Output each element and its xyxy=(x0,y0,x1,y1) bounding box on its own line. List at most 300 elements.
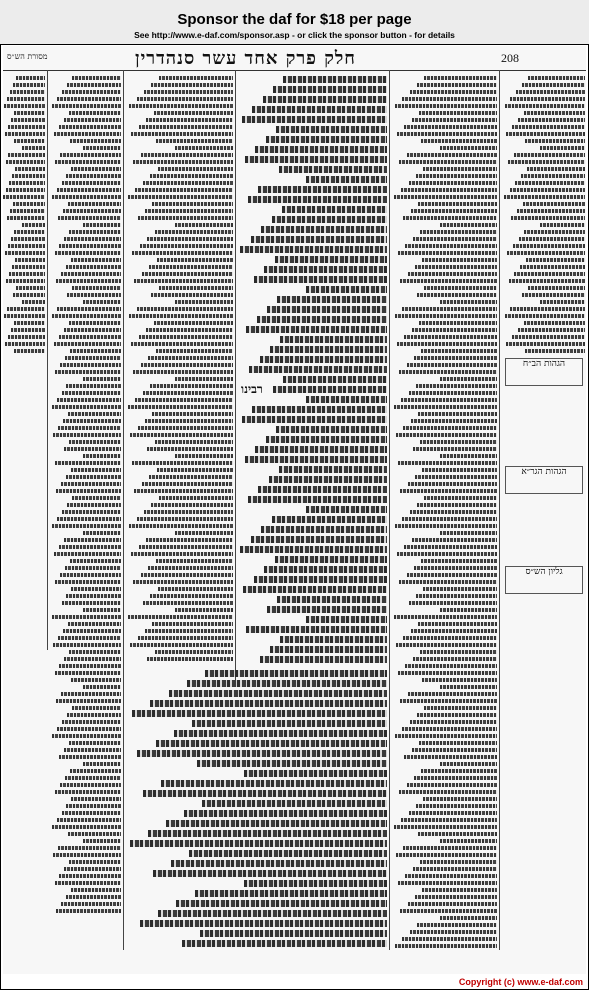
text-line xyxy=(62,90,121,94)
text-line xyxy=(523,202,585,206)
text-line xyxy=(244,770,387,777)
text-line xyxy=(55,580,121,584)
text-line xyxy=(68,832,121,836)
text-line xyxy=(440,916,497,920)
text-line xyxy=(134,279,233,283)
text-line xyxy=(189,850,387,857)
box-gilyon xyxy=(505,566,583,594)
text-line xyxy=(171,860,387,867)
text-line xyxy=(62,720,121,724)
text-line xyxy=(131,132,233,136)
text-line xyxy=(440,377,497,381)
text-line xyxy=(283,376,387,383)
text-line xyxy=(267,306,387,313)
text-line xyxy=(420,230,497,234)
text-line xyxy=(197,760,387,767)
text-line xyxy=(266,436,387,443)
text-line xyxy=(414,566,497,570)
text-line xyxy=(415,265,497,269)
text-line xyxy=(400,909,497,913)
text-line xyxy=(257,316,387,323)
text-line xyxy=(61,902,121,906)
text-line xyxy=(64,657,121,661)
text-line xyxy=(402,517,497,521)
text-line xyxy=(66,475,121,479)
text-line xyxy=(64,447,121,451)
text-line xyxy=(55,881,122,885)
text-line xyxy=(145,209,233,213)
text-line xyxy=(508,160,585,164)
text-line xyxy=(16,76,45,80)
text-line xyxy=(251,536,387,543)
text-line xyxy=(261,226,387,233)
text-line xyxy=(13,293,45,297)
gemara-main-text xyxy=(239,76,387,666)
text-line xyxy=(422,888,497,892)
text-line xyxy=(152,622,233,626)
text-line xyxy=(62,510,121,514)
text-line xyxy=(55,160,121,164)
text-line xyxy=(411,209,497,213)
page-number: 208 xyxy=(501,51,519,65)
text-line xyxy=(144,510,233,514)
text-line xyxy=(56,489,121,493)
text-line xyxy=(130,643,233,647)
text-line xyxy=(245,156,387,163)
text-line xyxy=(420,860,497,864)
text-line xyxy=(72,706,121,710)
text-line xyxy=(131,552,233,556)
text-line xyxy=(416,594,497,598)
text-line xyxy=(67,713,121,717)
text-line xyxy=(65,566,121,570)
text-line xyxy=(422,468,497,472)
column-rule xyxy=(389,70,390,950)
text-line xyxy=(130,433,233,437)
sponsor-subtitle[interactable]: See http://www.e-daf.com/sponsor.asp - or click the sponsor button - for details xyxy=(134,30,455,40)
text-line xyxy=(412,328,497,332)
text-line xyxy=(440,531,497,535)
text-line xyxy=(407,363,497,367)
text-line xyxy=(409,811,497,815)
text-line xyxy=(399,790,497,794)
text-line xyxy=(64,748,121,752)
text-line xyxy=(525,349,585,353)
text-line xyxy=(414,776,497,780)
text-line xyxy=(522,293,585,297)
text-line xyxy=(154,321,234,325)
text-line xyxy=(418,622,497,626)
text-line xyxy=(184,810,387,817)
text-line xyxy=(510,188,585,192)
text-line xyxy=(60,573,121,577)
text-line xyxy=(403,426,497,430)
text-line xyxy=(246,626,387,633)
text-line xyxy=(5,342,45,346)
text-line xyxy=(52,405,121,409)
column-rule xyxy=(499,70,500,950)
text-line xyxy=(242,416,387,423)
text-line xyxy=(130,840,387,847)
text-line xyxy=(505,104,585,108)
text-line xyxy=(53,853,121,857)
text-line xyxy=(58,216,121,220)
text-line xyxy=(54,342,121,346)
text-line xyxy=(7,307,45,311)
text-line xyxy=(517,209,585,213)
text-line xyxy=(176,900,387,907)
text-line xyxy=(417,503,497,507)
rashi-commentary-right xyxy=(393,76,497,956)
text-line xyxy=(405,664,497,668)
text-line xyxy=(8,244,45,248)
text-line xyxy=(416,174,497,178)
text-line xyxy=(146,118,233,122)
text-line xyxy=(64,328,121,332)
text-line xyxy=(144,90,233,94)
text-line xyxy=(400,489,497,493)
text-line xyxy=(155,230,233,234)
text-line xyxy=(132,710,387,717)
text-line xyxy=(400,279,497,283)
text-line xyxy=(404,335,497,339)
text-line xyxy=(71,468,121,472)
box-gilyon-label: גליון הש״ס xyxy=(525,567,563,577)
text-line xyxy=(412,748,497,752)
text-line xyxy=(155,650,233,654)
text-line xyxy=(143,601,233,605)
text-line xyxy=(62,811,122,815)
text-line xyxy=(514,153,585,157)
text-line xyxy=(418,412,497,416)
text-line xyxy=(419,321,497,325)
text-line xyxy=(52,734,121,738)
text-line xyxy=(69,650,121,654)
text-line xyxy=(175,377,233,381)
text-line xyxy=(248,496,387,503)
text-line xyxy=(52,524,121,528)
text-line xyxy=(133,580,233,584)
text-line xyxy=(14,139,45,143)
text-line xyxy=(69,230,121,234)
text-line xyxy=(413,867,497,871)
text-line xyxy=(272,516,387,523)
text-line xyxy=(418,202,497,206)
text-line xyxy=(175,454,233,458)
text-line xyxy=(60,153,121,157)
text-line xyxy=(248,196,387,203)
text-line xyxy=(71,258,121,262)
text-line xyxy=(55,370,121,374)
text-line xyxy=(10,90,45,94)
text-line xyxy=(52,104,121,108)
text-line xyxy=(279,166,387,173)
text-line xyxy=(67,503,121,507)
text-line xyxy=(52,825,121,829)
text-line xyxy=(72,286,121,290)
text-line xyxy=(7,97,45,101)
text-line xyxy=(56,279,121,283)
text-line xyxy=(397,132,497,136)
text-line xyxy=(424,76,497,80)
text-line xyxy=(511,216,585,220)
text-line xyxy=(150,384,233,388)
text-line xyxy=(83,146,122,150)
text-line xyxy=(403,846,497,850)
text-line xyxy=(14,321,46,325)
text-line xyxy=(413,657,497,661)
text-line xyxy=(67,83,121,87)
text-line xyxy=(423,797,497,801)
text-line xyxy=(187,680,387,687)
text-line xyxy=(71,888,121,892)
text-line xyxy=(504,195,585,199)
text-line xyxy=(528,76,585,80)
margin-notes-right xyxy=(503,76,585,956)
text-line xyxy=(7,216,45,220)
text-line xyxy=(405,874,497,878)
text-line xyxy=(525,139,585,143)
text-line xyxy=(143,790,387,797)
text-line xyxy=(60,783,121,787)
text-line xyxy=(158,587,233,591)
text-line xyxy=(252,406,387,413)
text-line xyxy=(398,881,497,885)
text-line xyxy=(275,556,387,563)
text-line xyxy=(409,181,497,185)
text-line xyxy=(282,206,387,213)
text-line xyxy=(68,202,121,206)
text-line xyxy=(255,446,387,453)
text-line xyxy=(137,517,233,521)
text-line xyxy=(143,391,233,395)
text-line xyxy=(419,111,497,115)
text-line xyxy=(440,146,497,150)
text-line xyxy=(59,125,121,129)
text-line xyxy=(8,153,45,157)
text-line xyxy=(146,538,233,542)
text-line xyxy=(518,118,585,122)
text-line xyxy=(527,167,585,171)
text-line xyxy=(397,552,497,556)
text-line xyxy=(399,160,497,164)
text-line xyxy=(277,596,387,603)
text-line xyxy=(515,181,585,185)
text-line xyxy=(152,412,233,416)
text-line xyxy=(522,83,585,87)
text-line xyxy=(151,293,233,297)
text-line xyxy=(520,265,585,269)
text-line xyxy=(11,118,45,122)
text-line xyxy=(54,132,121,136)
text-line xyxy=(15,258,45,262)
text-line xyxy=(440,608,497,612)
text-line xyxy=(405,244,497,248)
text-line xyxy=(65,356,121,360)
text-line xyxy=(67,293,121,297)
text-line xyxy=(175,223,233,227)
text-line xyxy=(154,111,234,115)
text-line xyxy=(410,930,497,934)
text-line xyxy=(139,125,233,129)
text-line xyxy=(59,545,121,549)
text-line xyxy=(22,300,45,304)
text-line xyxy=(4,104,45,108)
text-line xyxy=(394,195,497,199)
text-line xyxy=(415,895,497,899)
text-line xyxy=(273,386,387,393)
text-line xyxy=(63,209,121,213)
text-line xyxy=(152,202,233,206)
text-line xyxy=(156,559,233,563)
text-line xyxy=(413,237,497,241)
text-line xyxy=(276,426,387,433)
text-line xyxy=(401,188,497,192)
margin-heading-left: מסורת הש״ס xyxy=(7,52,48,61)
text-line xyxy=(424,286,497,290)
text-line xyxy=(13,83,45,87)
text-line xyxy=(5,251,45,255)
text-line xyxy=(249,366,387,373)
text-line xyxy=(53,643,121,647)
text-line xyxy=(129,524,233,528)
text-line xyxy=(6,279,45,283)
text-line xyxy=(243,586,387,593)
text-line xyxy=(3,195,45,199)
text-line xyxy=(416,384,497,388)
sponsor-title[interactable]: Sponsor the daf for $18 per page xyxy=(177,11,412,28)
text-line xyxy=(57,398,121,402)
text-line xyxy=(414,356,497,360)
text-line xyxy=(505,314,585,318)
text-line xyxy=(6,160,45,164)
text-line xyxy=(11,237,45,241)
text-line xyxy=(161,780,387,787)
text-line xyxy=(9,181,45,185)
text-line xyxy=(4,314,45,318)
text-line xyxy=(61,272,121,276)
text-line xyxy=(540,146,585,150)
text-line xyxy=(395,104,497,108)
text-line xyxy=(408,692,497,696)
rashi-column xyxy=(127,76,233,666)
text-line xyxy=(68,622,121,626)
text-line xyxy=(71,797,121,801)
text-line xyxy=(58,846,121,850)
text-line xyxy=(134,489,233,493)
text-line xyxy=(424,706,497,710)
text-line xyxy=(519,237,585,241)
text-line xyxy=(422,258,497,262)
text-line xyxy=(145,419,233,423)
text-line xyxy=(528,286,585,290)
text-line xyxy=(147,657,233,661)
text-line xyxy=(272,216,387,223)
text-line xyxy=(14,349,45,353)
text-line xyxy=(394,405,497,409)
copyright-link[interactable]: Copyright (c) www.e-daf.com xyxy=(458,977,583,987)
text-line xyxy=(59,664,121,668)
text-line xyxy=(402,937,497,941)
text-line xyxy=(306,286,387,293)
text-line xyxy=(275,256,387,263)
text-line xyxy=(269,476,387,483)
text-line xyxy=(175,608,233,612)
text-line xyxy=(65,776,121,780)
text-line xyxy=(131,342,233,346)
text-line xyxy=(66,384,121,388)
text-line xyxy=(398,251,497,255)
text-line xyxy=(283,76,387,83)
text-line xyxy=(408,272,497,276)
text-line xyxy=(411,419,497,423)
text-line xyxy=(140,920,387,927)
box-hagahot-hagra xyxy=(505,466,583,494)
text-line xyxy=(138,216,233,220)
text-line xyxy=(510,97,585,101)
text-line xyxy=(396,643,497,647)
text-line xyxy=(396,433,497,437)
text-line xyxy=(129,104,233,108)
text-line xyxy=(150,174,233,178)
text-line xyxy=(22,146,45,150)
text-line xyxy=(418,832,497,836)
text-line xyxy=(56,699,121,703)
text-line xyxy=(71,678,121,682)
text-line xyxy=(510,307,585,311)
text-line xyxy=(412,118,497,122)
text-line xyxy=(512,335,585,339)
text-line xyxy=(150,594,233,598)
box-hagahot-habach-label: הגהות הב״ח xyxy=(522,359,566,369)
text-line xyxy=(526,258,585,262)
text-line xyxy=(16,286,45,290)
text-line xyxy=(153,870,387,877)
sponsor-banner[interactable] xyxy=(0,0,589,45)
text-line xyxy=(22,223,45,227)
text-line xyxy=(128,615,233,619)
text-line xyxy=(513,244,585,248)
text-line xyxy=(252,106,387,113)
text-line xyxy=(14,111,46,115)
text-line xyxy=(509,279,585,283)
text-line xyxy=(404,755,497,759)
text-line xyxy=(421,139,497,143)
text-line xyxy=(135,188,233,192)
text-line xyxy=(56,909,121,913)
text-line xyxy=(516,90,585,94)
text-line xyxy=(397,342,497,346)
text-line xyxy=(413,447,497,451)
text-line xyxy=(521,174,585,178)
text-line xyxy=(202,800,387,807)
text-line xyxy=(142,272,233,276)
text-line xyxy=(137,97,233,101)
text-line xyxy=(440,762,497,766)
text-line xyxy=(148,830,387,837)
text-line xyxy=(251,236,387,243)
text-line xyxy=(83,608,122,612)
text-line xyxy=(57,188,121,192)
text-line xyxy=(142,482,233,486)
text-line xyxy=(151,503,233,507)
text-line xyxy=(404,545,497,549)
text-line xyxy=(61,482,121,486)
text-line xyxy=(129,314,233,318)
text-line xyxy=(143,181,233,185)
text-line xyxy=(135,398,233,402)
text-line xyxy=(169,690,387,697)
